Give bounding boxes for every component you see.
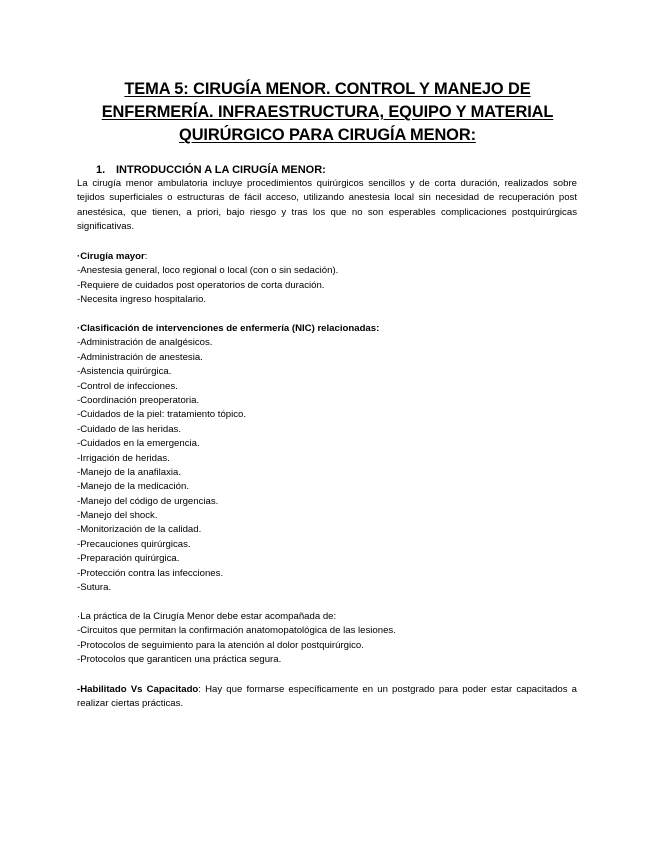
section-number: 1. [96, 164, 106, 176]
list-item: -Monitorización de la calidad. [77, 524, 202, 536]
section-heading-text: INTRODUCCIÓN A LA CIRUGÍA MENOR: [116, 164, 326, 176]
list-item: -Requiere de cuidados post operatorios de corta duración. [77, 279, 325, 291]
section-heading [96, 163, 326, 177]
intro-paragraph: La cirugía menor ambulatoria incluye procedimientos quirúrgicos sencillos y de corta duración, realizados sobre tejidos superficiales o estructuras de fácil acceso, utilizando anestesia local sin necesidad de recuperación post anestésica, que tienen, a priori, bajo riesgo y tras los que no son esperables complicaciones postquirúrgicas significativas. [77, 178, 577, 232]
list-item: -Control de infecciones. [77, 380, 178, 392]
document-title [60, 78, 595, 147]
cirugia-mayor-heading: ·Cirugía mayor: [77, 251, 148, 262]
cirugia-mayor-list [77, 264, 577, 307]
list-item: -Precauciones quirúrgicas. [77, 538, 191, 550]
list-item: -Anestesia general, loco regional o local (con o sin sedación). [77, 265, 339, 277]
practica-list [77, 624, 577, 667]
list-item: -Cuidados de la piel: tratamiento tópico. [77, 409, 247, 421]
list-item: -Circuitos que permitan la confirmación anatomopatológica de las lesiones. [77, 625, 396, 637]
list-item: -Preparación quirúrgica. [77, 553, 180, 565]
practica-block [77, 610, 577, 668]
nic-list [77, 336, 577, 595]
list-item: -Manejo del código de urgencias. [77, 495, 219, 507]
title-line-3: QUIRÚRGICO PARA CIRUGÍA MENOR: [179, 126, 476, 144]
habilitado-text: : Hay que formarse específicamente en un postgrado para poder estar capacitados a realizar ciertas prácticas. [77, 684, 578, 710]
list-item: -Administración de anestesia. [77, 351, 203, 363]
title-line-2: ENFERMERÍA. INFRAESTRUCTURA, EQUIPO Y MATERIAL [101, 103, 554, 121]
practica-heading: ·La práctica de la Cirugía Menor debe estar acompañada de: [77, 611, 337, 622]
cirugia-mayor-block [77, 250, 577, 308]
list-item: -Manejo de la medicación. [77, 481, 189, 493]
list-item: -Coordinación preoperatoria. [77, 394, 200, 406]
list-item: -Manejo de la anafilaxia. [77, 466, 181, 478]
list-item: -Necesita ingreso hospitalario. [77, 294, 207, 306]
list-item: -Cuidados en la emergencia. [77, 438, 200, 450]
habilitado-paragraph [77, 683, 577, 712]
nic-block [77, 322, 577, 595]
list-item: -Cuidado de las heridas. [77, 423, 181, 435]
list-item: -Protocolos de seguimiento para la atención al dolor postquirúrgico. [77, 639, 364, 651]
list-item: -Protección contra las infecciones. [77, 567, 224, 579]
nic-heading: ·Clasificación de intervenciones de enfermería (NIC) relacionadas: [77, 323, 380, 334]
list-item: -Asistencia quirúrgica. [77, 366, 172, 378]
list-item: -Administración de analgésicos. [77, 337, 213, 349]
title-line-1: TEMA 5: CIRUGÍA MENOR. CONTROL Y MANEJO DE [124, 80, 531, 98]
list-item: -Protocolos que garanticen una práctica segura. [77, 654, 282, 666]
habilitado-label: -Habilitado Vs Capacitado [77, 684, 199, 695]
list-item: -Irrigación de heridas. [77, 452, 170, 464]
list-item: -Sutura. [77, 582, 112, 594]
list-item: -Manejo del shock. [77, 510, 158, 522]
